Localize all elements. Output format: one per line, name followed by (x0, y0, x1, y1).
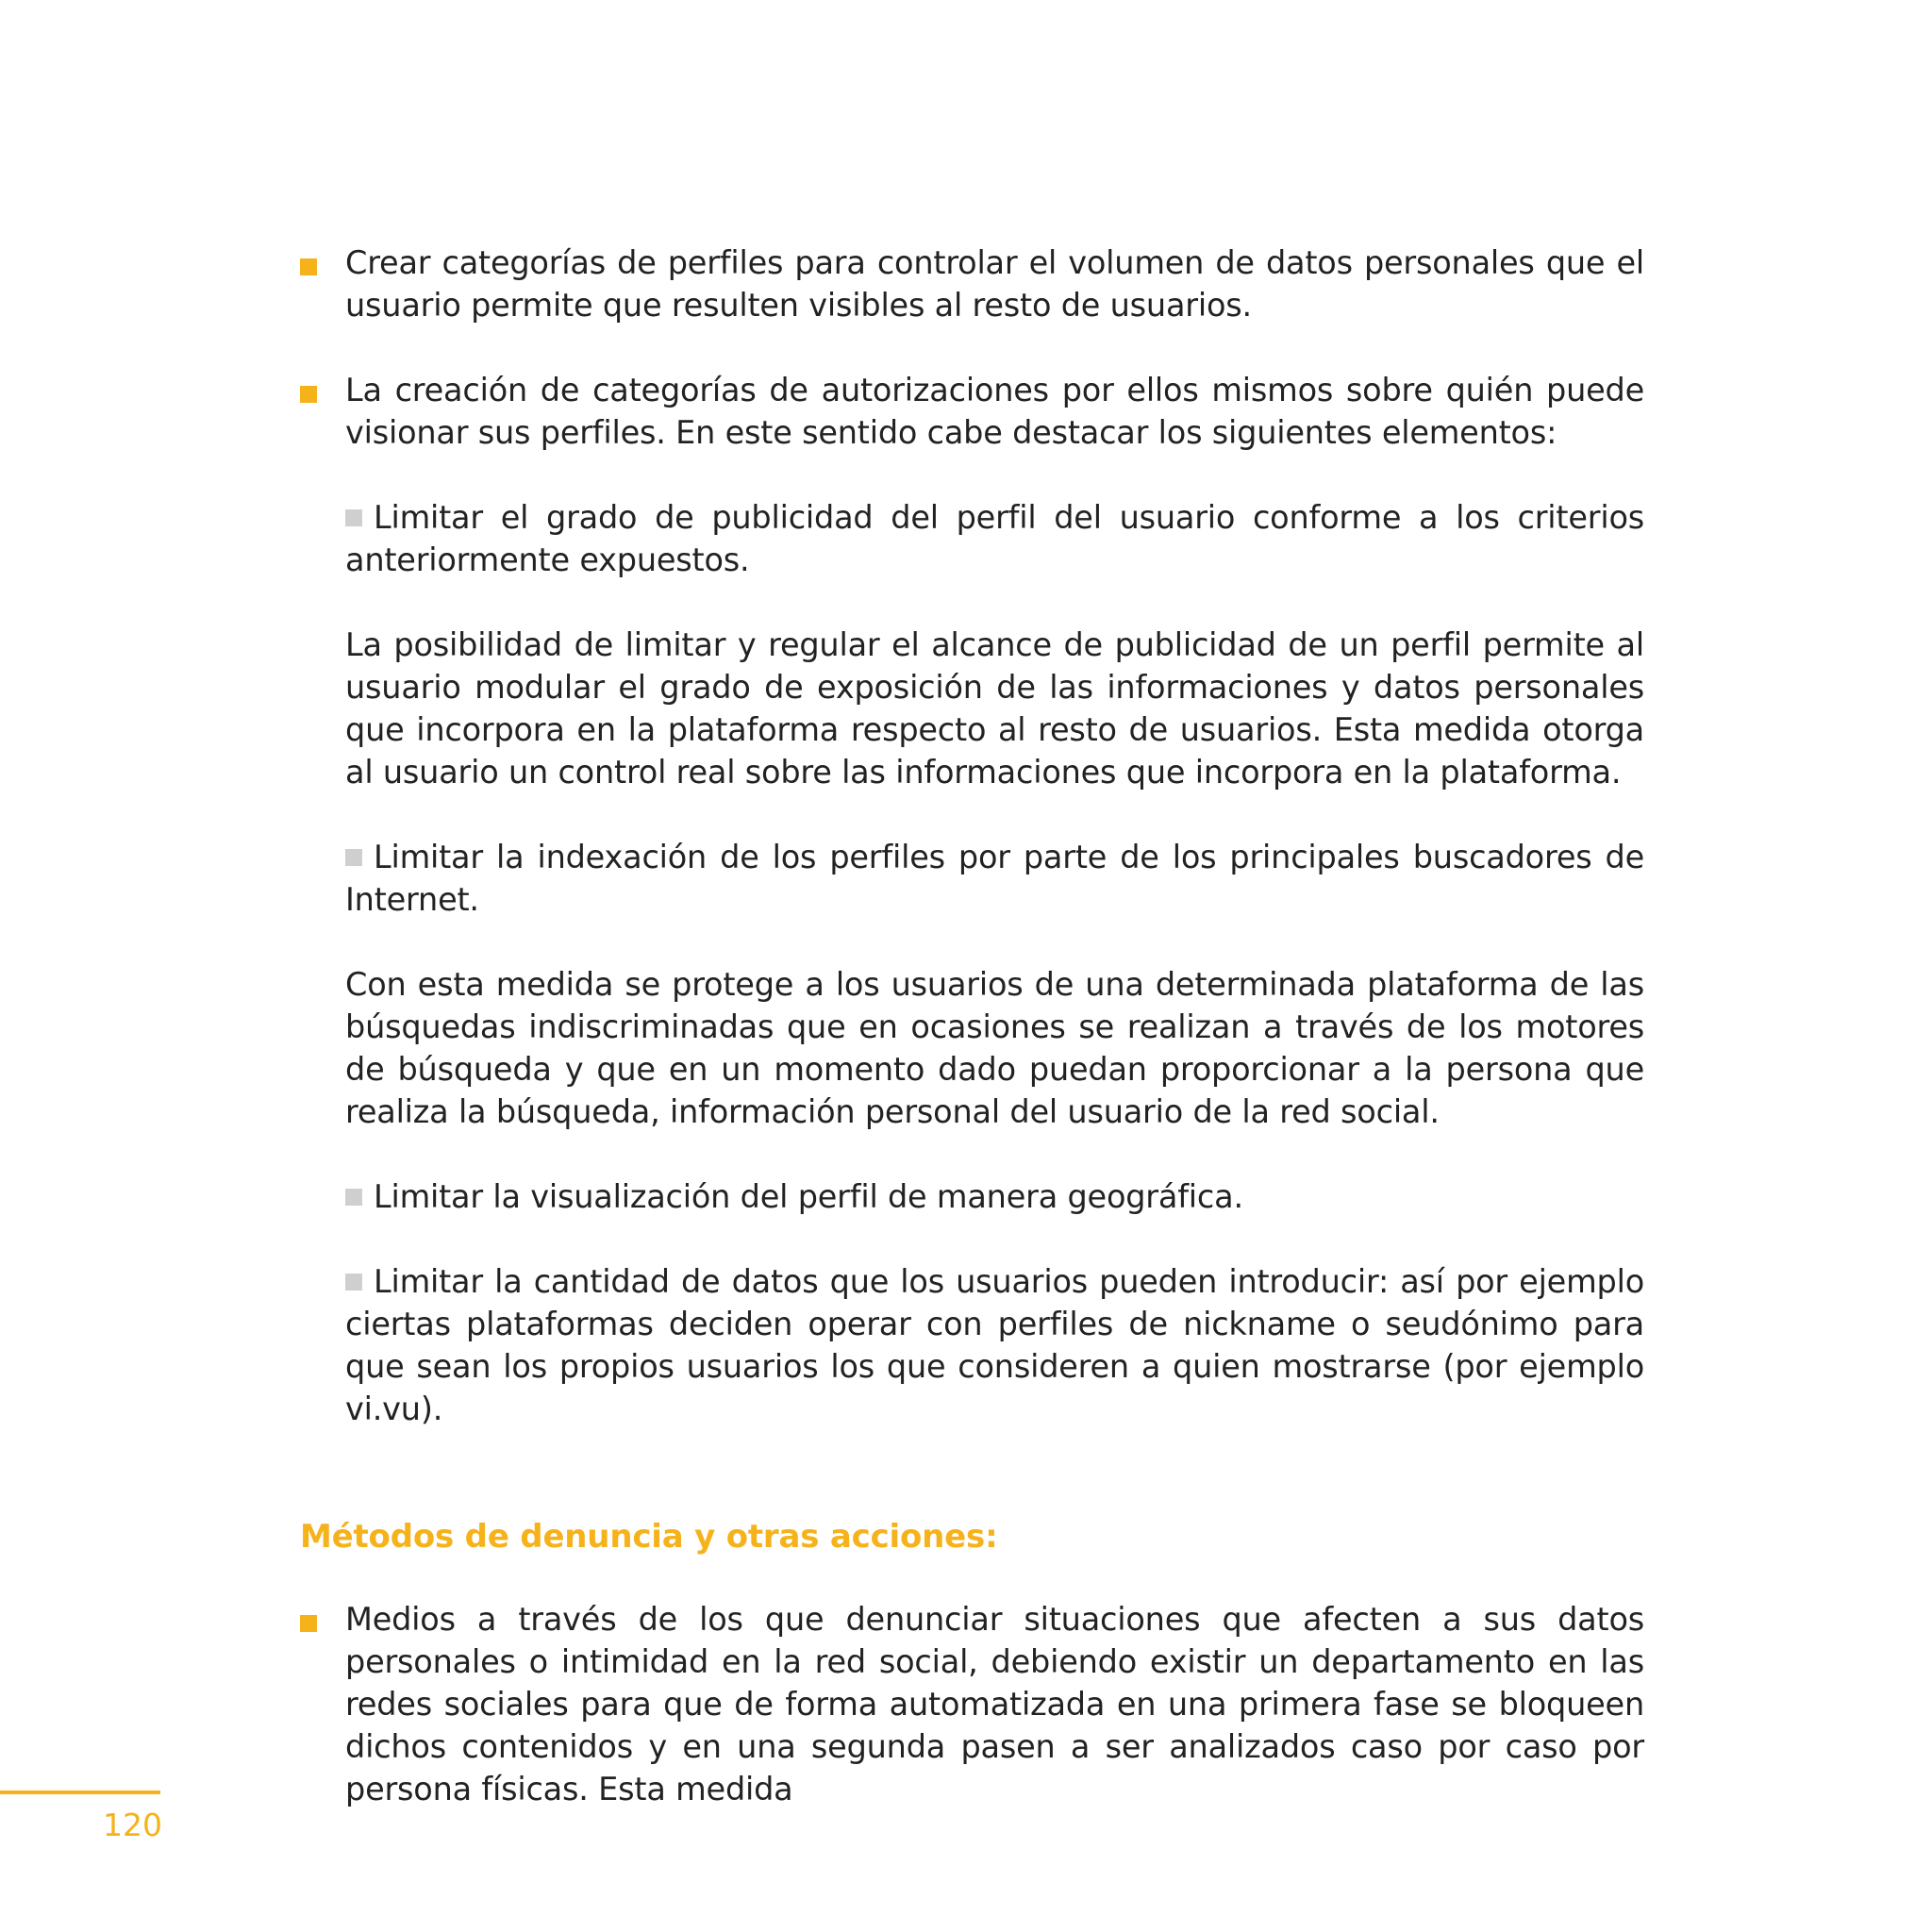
sub-item (345, 1175, 1644, 1218)
bullet-item (300, 1598, 1644, 1810)
yellow-square-bullet-icon (300, 386, 317, 403)
gray-square-bullet-icon (345, 1274, 362, 1291)
yellow-square-bullet-icon (300, 1615, 317, 1632)
sub-item-text: Limitar la cantidad de datos que los usuarios pueden introducir: así por ejemplo ciertas plataformas deciden operar con perfiles de nickname o seudónimo para que sean los propios usuarios los que consideren a quien mostrarse (por ejemplo vi.vu). (345, 1263, 1644, 1427)
sub-item-description: La posibilidad de limitar y regular el alcance de publicidad de un perfil permite al usuario modular el grado de exposición de las informaciones y datos personales que incorpora en la plataforma respecto al resto de usuarios. Esta medida otorga al usuario un control real sobre las informaciones que incorpora en la plataforma. (345, 626, 1644, 791)
sub-item (345, 496, 1644, 581)
sub-item-text: Limitar la indexación de los perfiles por parte de los principales buscadores de Internet. (345, 839, 1644, 918)
sub-list (300, 496, 1644, 1430)
bullet-text: Medios a través de los que denunciar situaciones que afecten a sus datos personales o intimidad en la red social, debiendo existir un departamento en las redes sociales para que de forma automatizada en una primera fase se bloqueen dichos contenidos y en una segunda pasen a ser analizados caso por caso por persona físicas. Esta medida (345, 1601, 1644, 1807)
sub-item-text: Limitar la visualización del perfil de manera geográfica. (374, 1178, 1243, 1215)
sub-item-text: Limitar el grado de publicidad del perfil del usuario conforme a los criterios anteriormente expuestos. (345, 499, 1644, 578)
gray-square-bullet-icon (345, 509, 362, 526)
sub-item-description: Con esta medida se protege a los usuarios de una determinada plataforma de las búsquedas indiscriminadas que en ocasiones se realizan a través de los motores de búsqueda y que en un momento dado puedan proporcionar a la persona que realiza la búsqueda, información personal del usuario de la red social. (345, 966, 1644, 1130)
yellow-square-bullet-icon (300, 258, 317, 275)
page-content (300, 242, 1644, 1810)
bullet-item (300, 242, 1644, 326)
page-number: 120 (103, 1807, 162, 1843)
bullet-text: Crear categorías de perfiles para controlar el volumen de datos personales que el usuario permite que resulten visibles al resto de usuarios. (345, 244, 1644, 324)
sub-item (345, 836, 1644, 921)
gray-square-bullet-icon (345, 849, 362, 866)
sub-item (345, 1260, 1644, 1430)
bullet-text: La creación de categorías de autorizaciones por ellos mismos sobre quién puede visionar sus perfiles. En este sentido cabe destacar los siguientes elementos: (345, 372, 1644, 451)
gray-square-bullet-icon (345, 1189, 362, 1206)
page-number-rule (0, 1790, 160, 1794)
bullet-item (300, 369, 1644, 454)
section-heading: Métodos de denuncia y otras acciones: (300, 1518, 998, 1556)
